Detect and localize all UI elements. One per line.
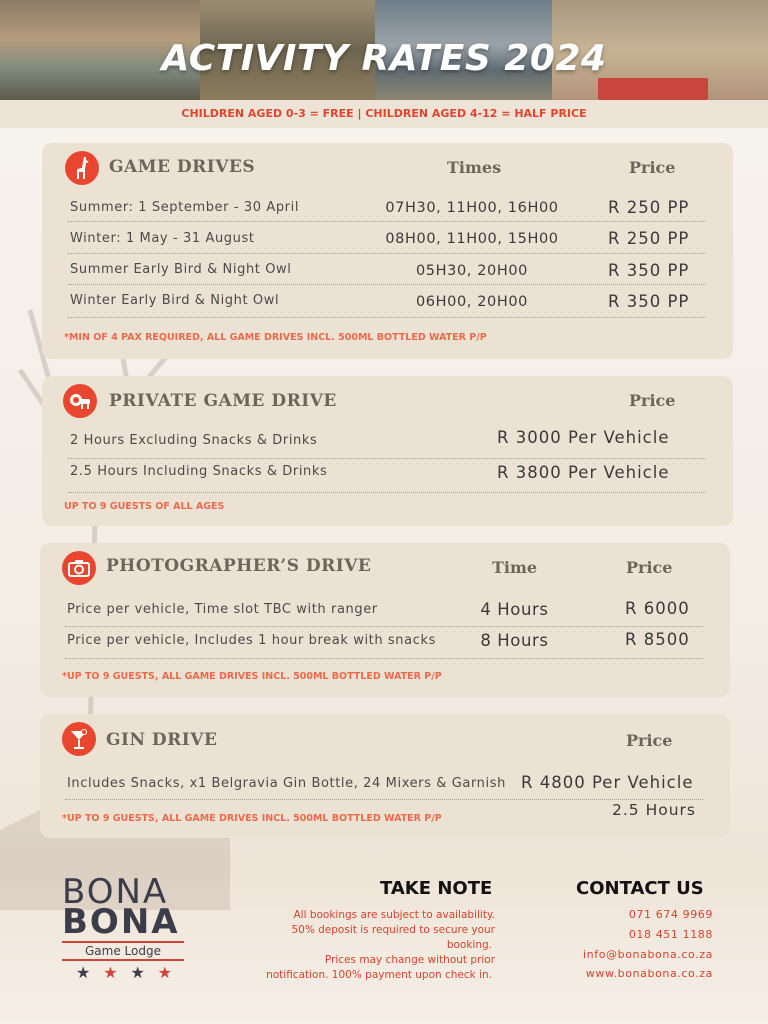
game-drive-row-label: Winter Early Bird & Night Owl: [70, 293, 280, 308]
children-pricing-note: CHILDREN AGED 0-3 = FREE | CHILDREN AGED 4-12 = HALF PRICE: [0, 100, 768, 128]
private-drive-row-label: 2.5 Hours Including Snacks & Drinks: [70, 464, 328, 479]
game-drive-row-price: R 350 PP: [608, 261, 690, 280]
take-note-line: booking.: [446, 939, 492, 951]
header-banner: [0, 0, 768, 100]
photographers-drive-row-time: 8 Hours: [480, 631, 549, 650]
lion-icon: [63, 384, 97, 418]
gin-drive-row-label: Includes Snacks, x1 Belgravia Gin Bottle, 24 Mixers & Garnish: [67, 776, 506, 791]
star-icon: ★: [76, 963, 91, 982]
game-drive-row-label: Summer Early Bird & Night Owl: [70, 262, 292, 277]
private-drive-price-header: Price: [629, 391, 676, 410]
contact-website[interactable]: www.bonabona.co.za: [585, 967, 713, 980]
photographers-drive-note: *UP TO 9 GUESTS, ALL GAME DRIVES INCL. 500ML BOTTLED WATER P/P: [62, 671, 442, 682]
row-divider: [68, 458, 706, 459]
photographers-drive-price-header: Price: [626, 558, 673, 577]
row-divider: [68, 317, 706, 318]
row-divider: [68, 284, 706, 285]
cocktail-icon: [62, 722, 96, 756]
take-note-title: TAKE NOTE: [380, 878, 493, 899]
row-divider: [65, 799, 703, 800]
gin-drive-row-price: R 4800 Per Vehicle: [521, 773, 694, 792]
row-divider: [68, 492, 706, 493]
photographers-drive-card: [40, 543, 730, 697]
photographers-drive-row-label: Price per vehicle, Includes 1 hour break with snacks: [67, 633, 436, 648]
game-drives-card: [42, 143, 733, 359]
gin-drive-note: *UP TO 9 GUESTS, ALL GAME DRIVES INCL. 500ML BOTTLED WATER P/P: [62, 813, 442, 824]
game-drives-title: GAME DRIVES: [109, 157, 256, 177]
gin-drive-title: GIN DRIVE: [106, 730, 218, 750]
game-drive-row-times: 07H30, 11H00, 16H00: [385, 200, 559, 216]
photographers-drive-row-label: Price per vehicle, Time slot TBC with ranger: [67, 602, 378, 617]
photographers-drive-title: PHOTOGRAPHER’S DRIVE: [106, 556, 372, 576]
row-divider: [65, 626, 703, 627]
take-note-line: notification. 100% payment upon check in.: [266, 969, 492, 981]
giraffe-icon: [65, 151, 99, 185]
private-drive-row-price: R 3000 Per Vehicle: [497, 428, 670, 447]
game-drive-row-price: R 250 PP: [608, 198, 690, 217]
banner-table: [598, 78, 708, 100]
logo-subtitle: Game Lodge: [62, 941, 184, 961]
star-icon: ★: [130, 963, 145, 982]
star-icon: ★: [157, 963, 172, 982]
game-drive-row-price: R 250 PP: [608, 229, 690, 248]
game-drives-times-header: Times: [447, 158, 502, 177]
row-divider: [68, 253, 706, 254]
contact-email[interactable]: info@bonabona.co.za: [583, 948, 713, 961]
row-divider: [65, 658, 703, 659]
private-drive-note: UP TO 9 GUESTS OF ALL AGES: [64, 501, 225, 512]
contact-phone[interactable]: 071 674 9969: [628, 908, 713, 921]
gin-drive-card: [40, 714, 730, 838]
star-rating: [76, 963, 172, 982]
game-drive-row-label: Summer: 1 September - 30 April: [70, 200, 300, 215]
contact-phone[interactable]: 018 451 1188: [628, 928, 713, 941]
game-drives-note: *MIN OF 4 PAX REQUIRED, ALL GAME DRIVES INCL. 500ML BOTTLED WATER P/P: [64, 332, 487, 343]
row-divider: [68, 221, 706, 222]
private-drive-row-label: 2 Hours Excluding Snacks & Drinks: [70, 433, 318, 448]
private-drive-row-price: R 3800 Per Vehicle: [497, 463, 670, 482]
contact-title: CONTACT US: [576, 878, 704, 899]
private-drive-title: PRIVATE GAME DRIVE: [109, 391, 337, 411]
game-drive-row-times: 06H00, 20H00: [415, 294, 529, 310]
logo-line-2: BONA: [62, 902, 180, 942]
take-note-line: Prices may change without prior: [324, 954, 495, 966]
game-drive-row-price: R 350 PP: [608, 292, 690, 311]
game-drive-row-times: 08H00, 11H00, 15H00: [385, 231, 559, 247]
gin-drive-duration: 2.5 Hours: [612, 801, 696, 819]
photographers-drive-row-price: R 6000: [625, 599, 690, 618]
photographers-drive-row-price: R 8500: [625, 630, 690, 649]
gin-drive-price-header: Price: [626, 731, 673, 750]
photographers-drive-row-time: 4 Hours: [480, 600, 549, 619]
game-drive-row-times: 05H30, 20H00: [415, 263, 529, 279]
star-icon: ★: [103, 963, 118, 982]
photographers-drive-time-header: Time: [492, 558, 538, 577]
private-game-drive-card: [42, 376, 733, 526]
camera-icon: [62, 551, 96, 585]
logo-line-1: BONA: [62, 872, 169, 912]
page-title: ACTIVITY RATES 2024: [161, 38, 607, 79]
take-note-line: All bookings are subject to availability.: [293, 909, 495, 921]
game-drive-row-label: Winter: 1 May - 31 August: [70, 231, 255, 246]
take-note-line: 50% deposit is required to secure your: [291, 924, 495, 936]
game-drives-price-header: Price: [629, 158, 676, 177]
